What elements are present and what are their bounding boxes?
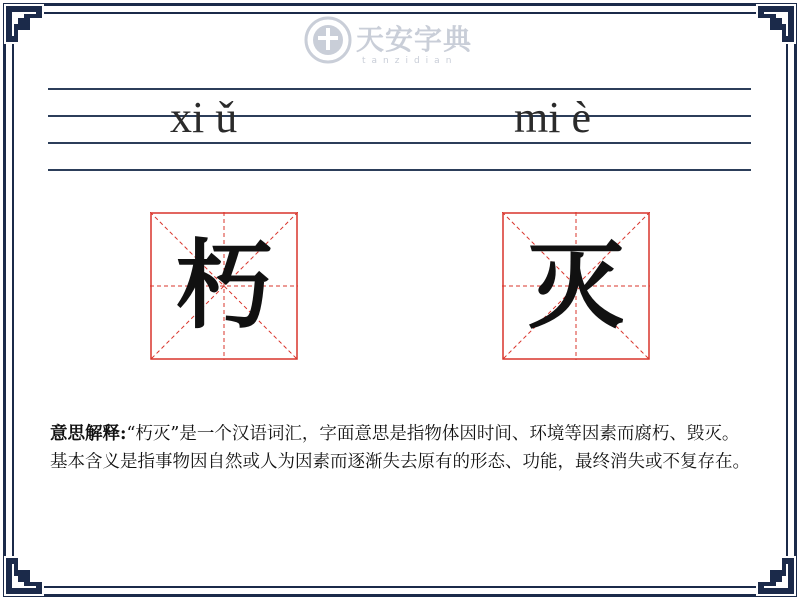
character-grid-first <box>150 212 298 360</box>
corner-ornament-top-right <box>756 4 796 44</box>
explanation <box>50 420 756 476</box>
character-second: 灭 <box>528 230 624 342</box>
logo <box>302 14 502 70</box>
corner-ornament-bottom-left <box>4 556 44 596</box>
logo-seal-icon <box>304 16 352 64</box>
logo-name: 天安字典 <box>356 23 473 56</box>
corner-ornament-bottom-right <box>756 556 796 596</box>
corner-ornament-top-left <box>4 4 44 44</box>
inner-border <box>12 12 788 588</box>
pinyin-line-3 <box>48 142 751 144</box>
pinyin-second: mi è <box>514 93 591 142</box>
explanation-text: “朽灭”是一个汉语词汇，字面意思是指物体因时间、环境等因素而腐朽、毁灭。基本含义是指事物因自然或人为因素而逐渐失去原有的形态、功能，最终消失或不复存在。 <box>50 424 750 472</box>
logo-subtitle: tanzidian <box>362 56 458 66</box>
pinyin-line-4 <box>48 169 751 171</box>
character-first: 朽 <box>176 230 272 342</box>
character-grid-second <box>502 212 650 360</box>
pinyin-first: xi ǔ <box>170 93 238 142</box>
pinyin-line-1 <box>48 88 751 90</box>
explanation-label: 意思解释: <box>50 424 127 444</box>
pinyin-line-2 <box>48 115 751 117</box>
